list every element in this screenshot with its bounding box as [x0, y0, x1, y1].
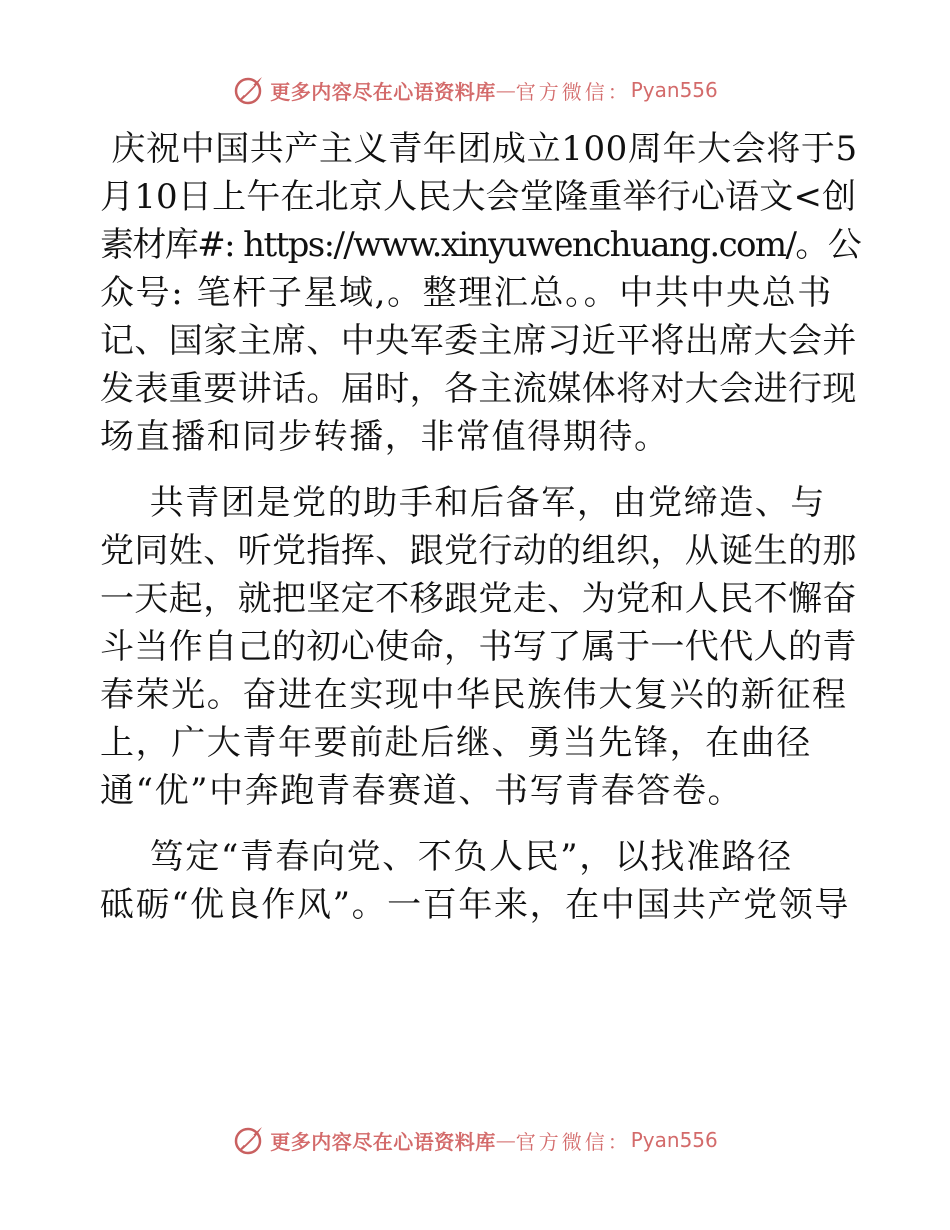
text-line: 春荣光。奋进在实现中华民族伟大复兴的新征程 — [100, 675, 848, 715]
document-body — [100, 125, 860, 929]
footer-banner-text: 更多内容尽在心语资料库 — [270, 1129, 496, 1154]
footer-banner-label: 官方微信： — [515, 1129, 631, 1154]
text-line: 通“优”中奔跑青春赛道、书写青春答卷。 — [100, 771, 744, 811]
header-banner-separator: — — [495, 78, 516, 102]
paragraph-gap — [100, 815, 860, 833]
footer-banner-id: Pyan556 — [630, 1128, 718, 1152]
header-banner-id: Pyan556 — [630, 78, 718, 102]
text-line: 发表重要讲话。届时，各主流媒体将对大会进行现 — [100, 369, 857, 409]
header-banner-text: 更多内容尽在心语资料库 — [270, 79, 496, 104]
text-line: 庆祝中国共产主义青年团成立100周年大会将于5 — [100, 129, 858, 169]
text-line: 笃定“青春向党、不负人民”，以找准路径 — [100, 837, 793, 877]
paragraph-2 — [100, 479, 860, 815]
header-watermark-banner — [0, 70, 950, 110]
text-line: 素材库#: https://www.xinyuwenchuang.com/。公 — [100, 225, 861, 265]
text-line: 月10日上午在北京人民大会堂隆重举行心语文<创 — [100, 177, 857, 217]
footer-watermark-banner — [0, 1120, 950, 1160]
paragraph-gap — [100, 461, 860, 479]
text-line: 党同姓、听党指挥、跟党行动的组织，从诞生的那 — [100, 531, 857, 571]
text-line: 记、国家主席、中央军委主席习近平将出席大会并 — [100, 321, 857, 361]
text-line: 砥砺“优良作风”。一百年来，在中国共产党领导 — [100, 885, 850, 925]
text-line: 场直播和同步转播，非常值得期待。 — [100, 417, 670, 457]
text-line: 众号: 笔杆子星域,。整理汇总。。中共中央总书 — [100, 273, 833, 313]
footer-banner-separator: — — [495, 1128, 516, 1152]
text-line: 共青团是党的助手和后备军，由党缔造、与 — [100, 483, 827, 523]
header-banner-label: 官方微信： — [515, 79, 631, 104]
text-line: 斗当作自己的初心使命，书写了属于一代代人的青 — [100, 627, 857, 667]
text-line: 一天起，就把坚定不移跟党走、为党和人民不懈奋 — [100, 579, 857, 619]
feather-logo-icon — [232, 1123, 266, 1157]
text-line: 上，广大青年要前赴后继、勇当先锋，在曲径 — [100, 723, 812, 763]
paragraph-3 — [100, 833, 860, 929]
feather-logo-icon — [232, 73, 266, 107]
paragraph-1 — [100, 125, 860, 461]
